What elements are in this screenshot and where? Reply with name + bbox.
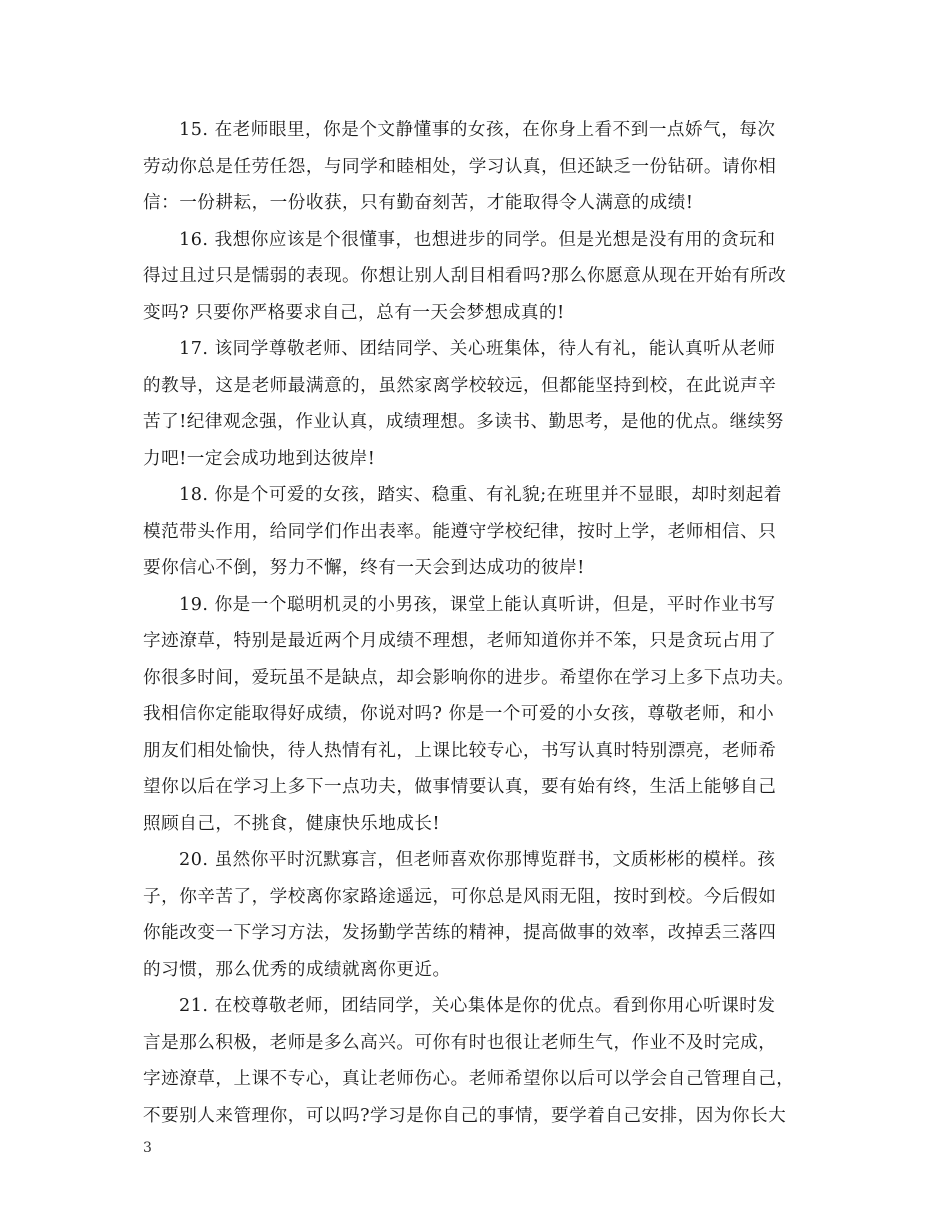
text-line: 我相信你定能取得好成绩，你说对吗? 你是一个可爱的小女孩，尊敬老师，和小 [143, 704, 775, 724]
text-line: 望你以后在学习上多下一点功夫，做事情要认真，要有始有终，生活上能够自己 [143, 777, 777, 797]
text-line: 变吗? 只要你严格要求自己，总有一天会梦想成真的! [143, 302, 565, 323]
text-line: 16. 我想你应该是个很懂事，也想进步的同学。但是光想是没有用的贪玩和 [179, 229, 776, 250]
text-line: 朋友们相处愉快，待人热情有礼，上课比较专心，书写认真时特别漂亮，老师希 [143, 740, 777, 761]
text-line: 15. 在老师眼里，你是个文静懂事的女孩，在你身上看不到一点娇气，每次 [179, 120, 776, 140]
text-line: 苦了!纪律观念强，作业认真，成绩理想。多读书、勤思考，是他的优点。继续努 [143, 412, 784, 432]
paragraph-18 [143, 477, 823, 587]
text-line: 字迹潦草，上课不专心，真让老师伤心。老师希望你以后可以学会自己管理自己， [143, 1069, 795, 1089]
paragraph-15 [143, 112, 823, 222]
text-line: 得过且过只是懦弱的表现。你想让别人刮目相看吗?那么你愿意从现在开始有所改 [143, 266, 787, 286]
text-line: 模范带头作用，给同学们作出表率。能遵守学校纪律，按时上学，老师相信、只 [143, 521, 777, 542]
text-line: 你很多时间，爱玩虽不是缺点，却会影响你的进步。希望你在学习上多下点功夫。 [143, 667, 795, 688]
text-line: 你能改变一下学习方法，发扬勤学苦练的精神，提高做事的效率，改掉丢三落四 [143, 923, 777, 943]
paragraph-19 [143, 587, 823, 843]
paragraph-17 [143, 331, 823, 477]
page-number: 3 [143, 1140, 152, 1156]
text-line: 言是那么积极，老师是多么高兴。可你有时也很让老师生气，作业不及时完成， [143, 1032, 777, 1053]
document-body [143, 112, 823, 1134]
text-line: 力吧!一定会成功地到达彼岸! [143, 448, 376, 469]
text-line: 要你信心不倒，努力不懈，终有一天会到达成功的彼岸! [143, 558, 585, 578]
text-line: 20. 虽然你平时沉默寡言，但老师喜欢你那博览群书，文质彬彬的模样。孩 [179, 850, 776, 870]
text-line: 19. 你是一个聪明机灵的小男孩，课堂上能认真听讲，但是，平时作业书写 [179, 594, 776, 615]
text-line: 的习惯，那么优秀的成绩就离你更近。 [143, 959, 451, 980]
text-line: 21. 在校尊敬老师，团结同学，关心集体是你的优点。看到你用心听课时发 [179, 996, 776, 1016]
text-line: 18. 你是个可爱的女孩，踏实、稳重、有礼貌;在班里并不显眼，却时刻起着 [179, 485, 782, 505]
text-line: 的教导，这是老师最满意的，虽然家离学校较远，但都能坚持到校，在此说声辛 [143, 375, 777, 396]
text-line: 子，你辛苦了，学校离你家路途遥远，可你总是风雨无阻，按时到校。今后假如 [143, 886, 777, 907]
text-line: 不要别人来管理你，可以吗?学习是你自己的事情，要学着自己安排，因为你长大 [143, 1105, 787, 1126]
paragraph-16 [143, 222, 823, 332]
text-line: 劳动你总是任劳任怨，与同学和睦相处，学习认真，但还缺乏一份钻研。请你相 [143, 156, 777, 177]
paragraph-21 [143, 988, 823, 1134]
paragraph-20 [143, 842, 823, 988]
text-line: 信：一份耕耘，一份收获，只有勤奋刻苦，才能取得令人满意的成绩! [143, 193, 694, 213]
text-line: 字迹潦草，特别是最近两个月成绩不理想，老师知道你并不笨，只是贪玩占用了 [143, 631, 777, 651]
text-line: 照顾自己，不挑食，健康快乐地成长! [143, 813, 441, 834]
text-line: 17. 该同学尊敬老师、团结同学、关心班集体，待人有礼，能认真听从老师 [179, 339, 776, 359]
